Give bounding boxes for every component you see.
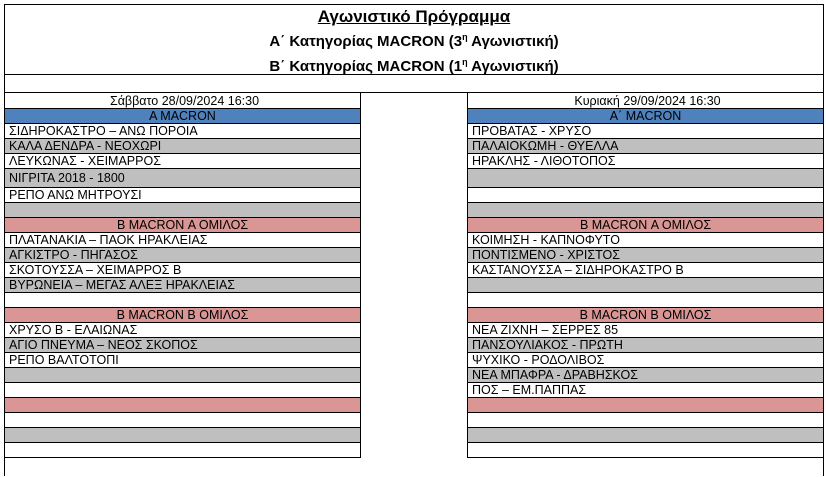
middle-gap [361,75,467,476]
match-row: ΠΑΛΑΙΟΚΩΜΗ - ΘΥΕΛΛΑ [468,139,823,154]
match-row: ΨΥΧΙΚΟ - ΡΟΔΟΛΙΒΟΣ [468,353,823,368]
match-row [468,188,823,203]
match-row: ΣΚΟΤΟΥΣΣΑ – ΧΕΙΜΑΡΡΟΣ Β [5,263,360,278]
match-row [468,398,823,413]
match-row [5,443,360,458]
match-row: ΝΕΑ ΖΙΧΝΗ – ΣΕΡΡΕΣ 85 [468,323,823,338]
match-row [468,443,823,458]
page-title: Αγωνιστικό Πρόγραμμα [317,7,511,26]
saturday-column [5,93,361,458]
section-header: Α MACRON [5,109,360,124]
match-row [5,383,360,398]
schedule-sheet [4,4,824,476]
sunday-date: Κυριακή 29/09/2024 16:30 [468,93,823,109]
match-row [5,428,360,443]
match-row: ΣΙΔΗΡΟΚΑΣΤΡΟ – ΑΝΩ ΠΟΡΟΙΑ [5,124,360,139]
saturday-date: Σάββατο 28/09/2024 16:30 [5,93,360,109]
match-row: ΠΟΣ – ΕΜ.ΠΑΠΠΑΣ [468,383,823,398]
match-row: ΗΡΑΚΛΗΣ - ΛΙΘΟΤΟΠΟΣ [468,154,823,169]
match-row [5,398,360,413]
section-header: Β MACRON Α ΟΜΙΛΟΣ [468,218,823,233]
match-row: ΠΟΝΤΙΣΜΕΝΟ - ΧΡΙΣΤΟΣ [468,248,823,263]
match-row [5,293,360,308]
match-row [5,368,360,383]
match-row [468,203,823,218]
match-row: ΡΕΠΟ ΑΝΩ ΜΗΤΡΟΥΣΙ [5,188,360,203]
match-row: ΝΙΓΡΙΤΑ 2018 - 1800 [5,169,360,188]
section-header: Β MACRON Β ΟΜΙΛΟΣ [5,308,360,323]
match-row: ΠΑΝΣΟΥΛΙΑΚΟΣ - ΠΡΩΤΗ [468,338,823,353]
section-header: Β MACRON Α ΟΜΙΛΟΣ [5,218,360,233]
match-row: ΡΕΠΟ ΒΑΛΤΟΤΟΠΙ [5,353,360,368]
match-row [5,203,360,218]
sunday-column [467,93,823,458]
match-row [468,169,823,188]
subtitle-b: Β΄ Κατηγορίας MACRON ($1^\eta$ Αγωνιστική) [269,57,559,75]
section-header: Β MACRON Β ΟΜΙΛΟΣ [468,308,823,323]
match-row [5,413,360,428]
match-row: ΠΛΑΤΑΝΑΚΙΑ – ΠΑΟΚ ΗΡΑΚΛΕΙΑΣ [5,233,360,248]
match-row: ΚΟΙΜΗΣΗ - ΚΑΠΝΟΦΥΤΟ [468,233,823,248]
match-row: ΠΡΟΒΑΤΑΣ - ΧΡΥΣΟ [468,124,823,139]
section-header: Α΄ MACRON [468,109,823,124]
match-row: ΛΕΥΚΩΝΑΣ - ΧΕΙΜΑΡΡΟΣ [5,154,360,169]
match-row: ΒΥΡΩΝΕΙΑ – ΜΕΓΑΣ ΑΛΕΞ ΗΡΑΚΛΕΙΑΣ [5,278,360,293]
match-row [468,278,823,293]
match-row: ΝΕΑ ΜΠΑΦΡΑ - ΔΡΑΒΗΣΚΟΣ [468,368,823,383]
subtitle-a: Α΄ Κατηγορίας MACRON ($3^\eta$ Αγωνιστική) [269,32,559,50]
header [5,4,823,75]
match-row: ΚΑΛΑ ΔΕΝΔΡΑ - ΝΕΟΧΩΡΙ [5,139,360,154]
match-row [468,413,823,428]
match-row [468,428,823,443]
match-row [468,293,823,308]
match-row: ΚΑΣΤΑΝΟΥΣΣΑ – ΣΙΔΗΡΟΚΑΣΤΡΟ Β [468,263,823,278]
match-row: ΑΓΚΙΣΤΡΟ - ΠΗΓΑΣΟΣ [5,248,360,263]
match-row: ΑΓΙΟ ΠΝΕΥΜΑ – ΝΕΟΣ ΣΚΟΠΟΣ [5,338,360,353]
match-row: ΧΡΥΣΟ Β - ΕΛΑΙΩΝΑΣ [5,323,360,338]
